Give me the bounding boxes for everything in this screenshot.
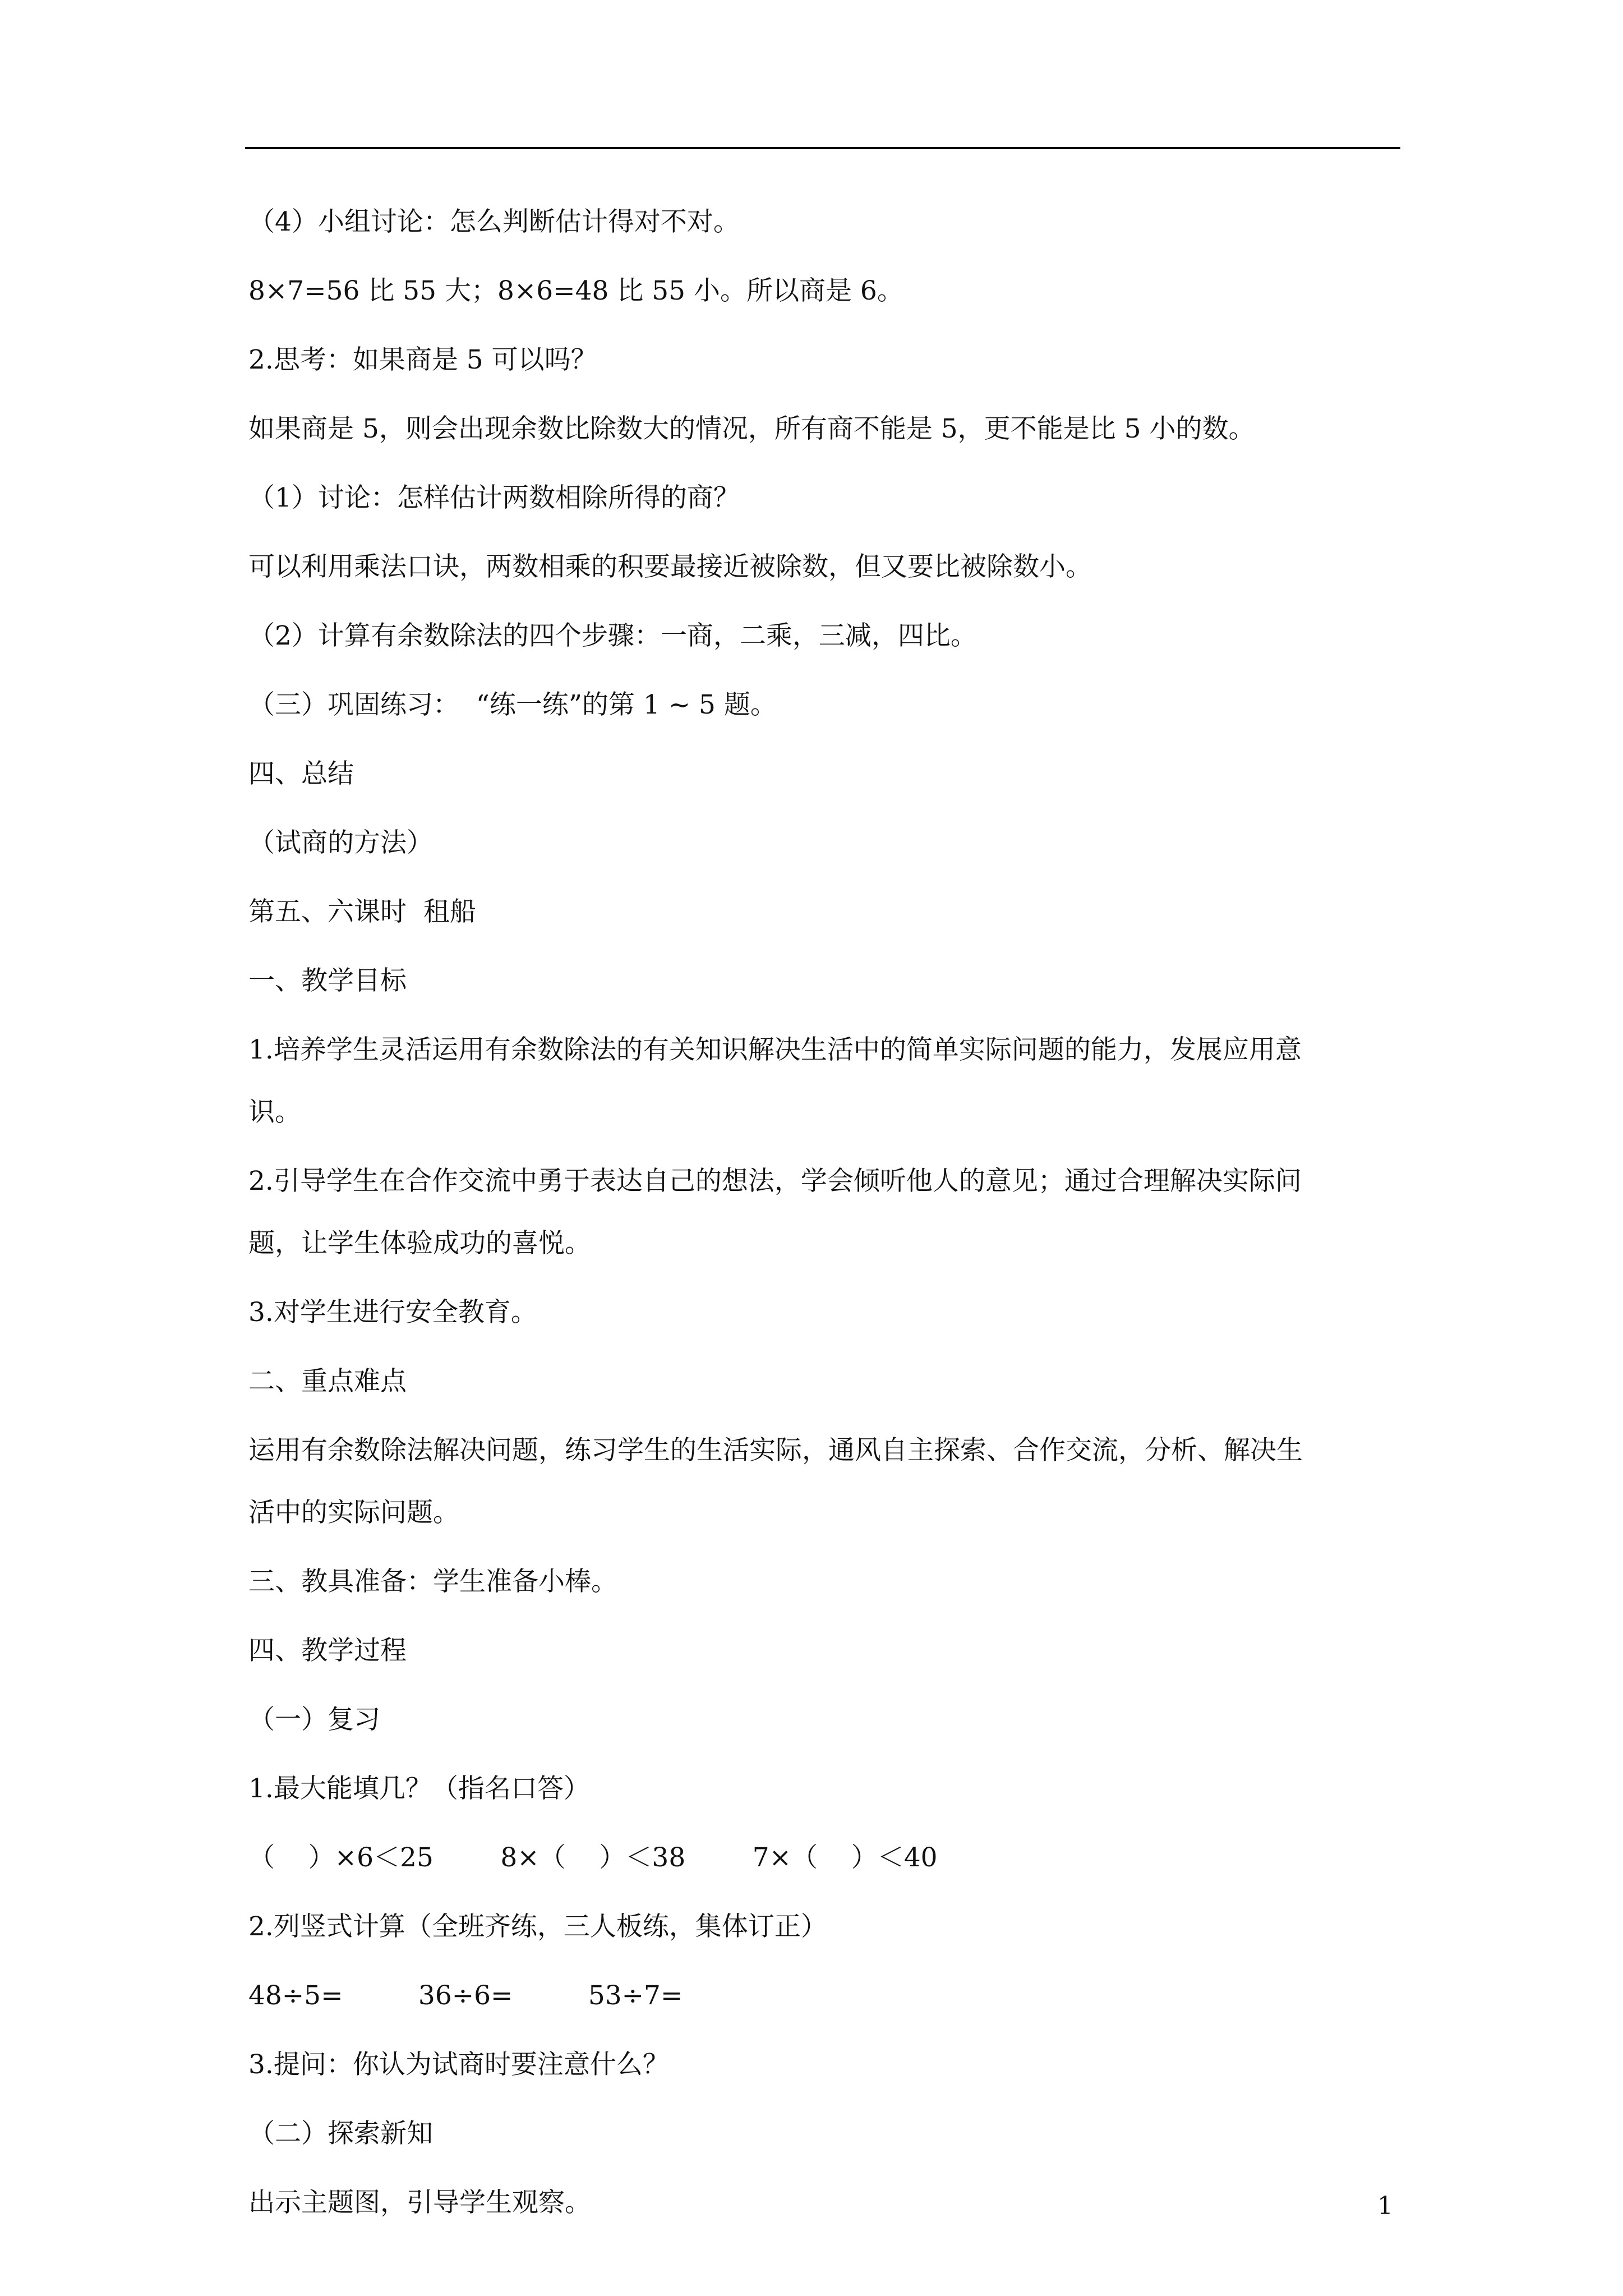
exercise-line: 48÷5= 36÷6= 53÷7=	[248, 1980, 683, 2011]
lesson-title: 第五、六课时 租船	[248, 896, 476, 927]
page-number: 1	[1377, 2192, 1393, 2220]
paragraph-line: 如果商是 5，则会出现余数比除数大的情况，所有商不能是 5，更不能是比 5 小的数。	[248, 413, 1255, 444]
document-body	[248, 202, 1398, 2252]
paragraph-line: 2.思考：如果商是 5 可以吗？	[248, 344, 597, 375]
header-rule	[245, 147, 1400, 149]
section-heading: 三、教具准备：学生准备小棒。	[248, 1566, 617, 1597]
paragraph-line: 可以利用乘法口诀，两数相乘的积要最接近被除数，但又要比被除数小。	[248, 551, 1092, 582]
paragraph-line: 3.对学生进行安全教育。	[248, 1297, 537, 1328]
paragraph-line: （2）计算有余数除法的四个步骤：一商，二乘，三减，四比。	[248, 620, 977, 651]
paragraph-line: 8×7=56 比 55 大；8×6=48 比 55 小。所以商是 6。	[248, 275, 903, 306]
section-heading: 二、重点难点	[248, 1366, 407, 1397]
paragraph-line: 运用有余数除法解决问题，练习学生的生活实际，通风自主探索、合作交流，分析、解决生	[248, 1435, 1303, 1466]
paragraph-line: （4）小组讨论：怎么判断估计得对不对。	[248, 206, 740, 237]
paragraph-line: （1）讨论：怎样估计两数相除所得的商？	[248, 482, 740, 513]
exercise-line: （ ）×6＜25 8×（ ）＜38 7×（ ）＜40	[248, 1842, 938, 1873]
paragraph-line: （二）探索新知	[248, 2118, 433, 2149]
paragraph-line: 活中的实际问题。	[248, 1497, 459, 1528]
paragraph-line: 出示主题图，引导学生观察。	[248, 2187, 591, 2218]
section-heading: 四、总结	[248, 758, 354, 789]
paragraph-line: 2.列竖式计算（全班齐练，三人板练，集体订正）	[248, 1911, 827, 1942]
section-heading: 四、教学过程	[248, 1635, 407, 1666]
paragraph-line: 1.培养学生灵活运用有余数除法的有关知识解决生活中的简单实际问题的能力，发展应用意	[248, 1034, 1302, 1065]
paragraph-line: （试商的方法）	[248, 827, 433, 858]
paragraph-line: 题，让学生体验成功的喜悦。	[248, 1228, 591, 1259]
paragraph-line: 1.最大能填几？（指名口答）	[248, 1773, 590, 1804]
paragraph-line: 识。	[248, 1097, 301, 1128]
paragraph-line: 2.引导学生在合作交流中勇于表达自己的想法，学会倾听他人的意见；通过合理解决实际问	[248, 1166, 1302, 1197]
section-heading: 一、教学目标	[248, 965, 407, 996]
paragraph-line: （一）复习	[248, 1704, 380, 1735]
paragraph-line: 3.提问：你认为试商时要注意什么？	[248, 2049, 669, 2080]
paragraph-line: （三）巩固练习： “练一练”的第 1 ~ 5 题。	[248, 689, 777, 720]
